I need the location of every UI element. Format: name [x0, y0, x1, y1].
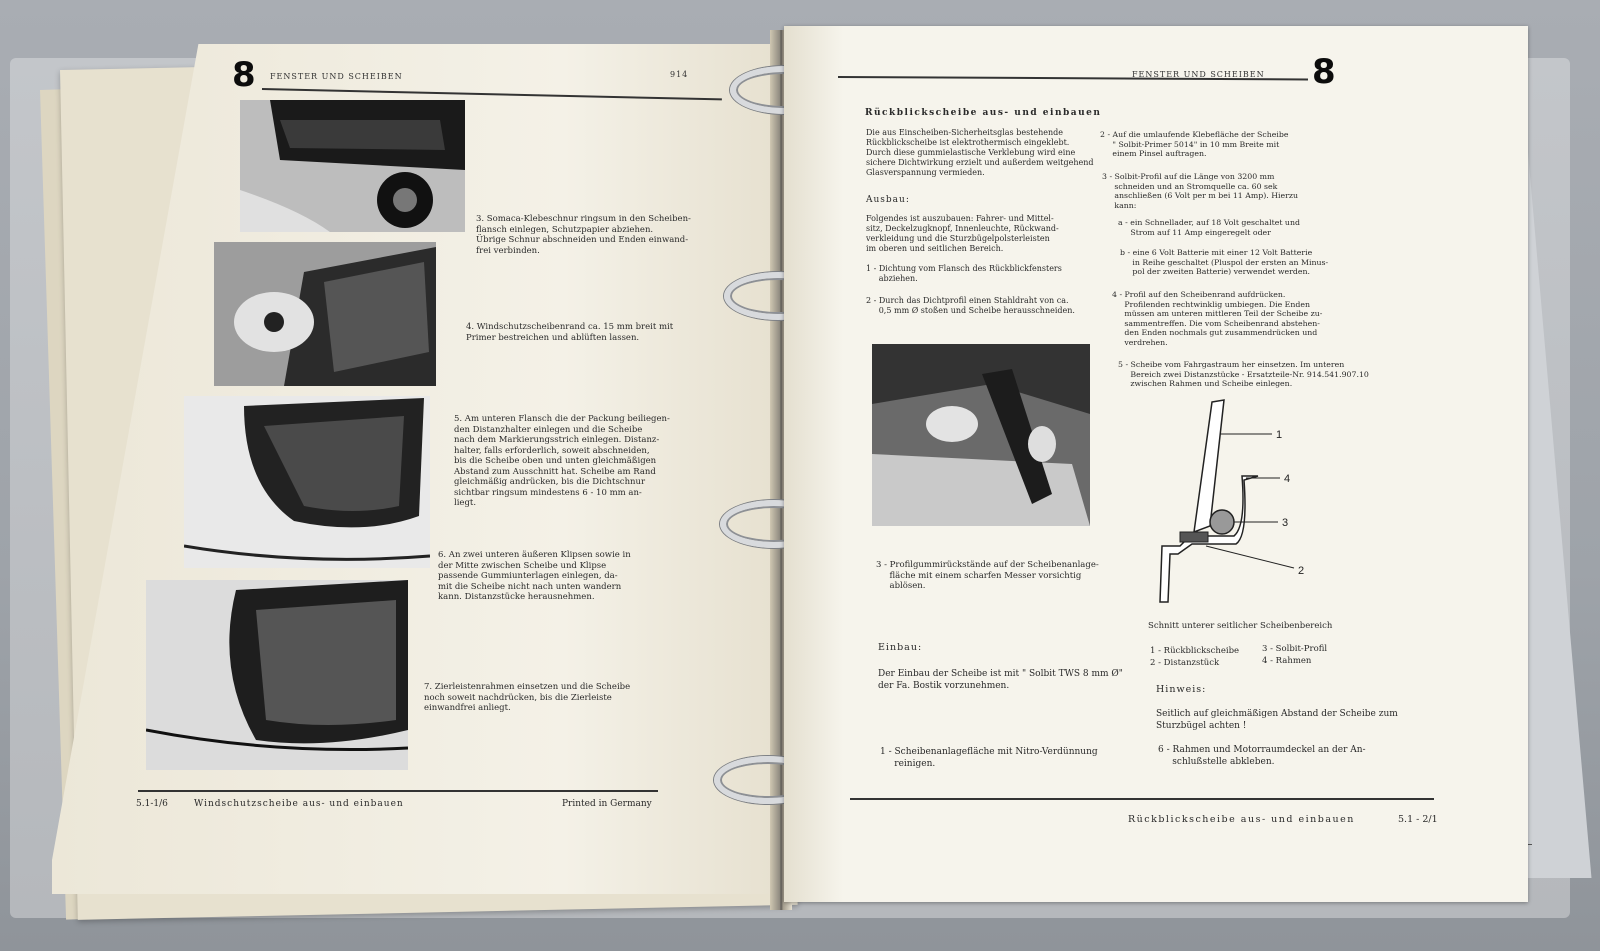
- left-footer-printed: Printed in Germany: [562, 799, 652, 809]
- col2-step-4: 4 - Profil auf den Scheibenrand aufdrücken. Profilenden rechtwinklig umbiegen. Die Enden müssen am unteren mittleren Teil der Scheibe zu- sammentreffen. Die vom Scheibenrand abstehen- den Enden nochmals gut zusammendrücken und verdrehen.: [1112, 290, 1323, 347]
- diagram-profile: [1210, 510, 1234, 534]
- left-step-6: 6. An zwei unteren äußeren Klipsen sowie in der Mitte zwischen Scheibe und Klipse passende Gummiunterlagen einlegen, da- mit die Scheibe nicht nach unten wandern kann. Distanzstücke herausnehmen.: [438, 550, 631, 602]
- photo-step5: [184, 396, 430, 568]
- legend-1: 1 - Rückblickscheibe: [1150, 646, 1240, 656]
- diagram-label-1: 1: [1276, 429, 1283, 441]
- ausbau-step-2: 2 - Durch das Dichtprofil einen Stahldraht von ca. 0,5 mm Ø stoßen und Scheibe herausschneiden.: [866, 296, 1075, 315]
- right-heading: Rückblickscheibe aus- und einbauen: [865, 108, 1102, 118]
- photo-rear-window: [872, 344, 1090, 526]
- legend-4: 4 - Rahmen: [1262, 656, 1312, 666]
- left-footer-code: 5.1-1/6: [136, 799, 168, 809]
- left-header-title: FENSTER UND SCHEIBEN: [270, 72, 403, 81]
- left-footer-rule: [138, 790, 658, 792]
- legend-3: 3 - Solbit-Profil: [1262, 644, 1328, 654]
- left-step-3: 3. Somaca-Klebeschnur ringsum in den Scheiben- flansch einlegen, Schutzpapier abziehen. Übrige Schnur abschneiden und Enden einwand- frei verbinden.: [476, 214, 691, 256]
- right-footer-title: Rückblickscheibe aus- und einbauen: [1128, 814, 1355, 825]
- diagram-caption: Schnitt unterer seitlicher Scheibenbereich: [1148, 621, 1333, 631]
- ausbau-label: Ausbau:: [866, 195, 910, 205]
- legend-2: 2 - Distanzstück: [1150, 658, 1220, 668]
- diagram-spacer: [1180, 532, 1208, 542]
- left-step-7: 7. Zierleistenrahmen einsetzen und die Scheibe noch soweit nachdrücken, bis die Zierleiste einwandfrei anliegt.: [424, 682, 631, 713]
- hinweis-text: Seitlich auf gleichmäßigen Abstand der Scheibe zum Sturzbügel achten !: [1156, 709, 1398, 731]
- col2-step-2: 2 - Auf die umlaufende Klebefläche der Scheibe " Solbit-Primer 5014" in 10 mm Breite mit einem Pinsel auftragen.: [1100, 130, 1289, 158]
- ausbau-text: Folgendes ist auszubauen: Fahrer- und Mittel- sitz, Deckelzugknopf, Innenleuchte, Rückwand- verkleidung und die Sturzbügelpolsterleisten im oberen und seitlichen Bereich.: [866, 214, 1059, 253]
- photo-step4: [214, 242, 436, 386]
- hinweis-label: Hinweis:: [1156, 684, 1207, 695]
- diagram-label-2: 2: [1298, 565, 1305, 577]
- right-footer-rule: [850, 798, 1434, 800]
- photo-step3: [240, 100, 465, 232]
- right-step-3: 3 - Profilgummirückstände auf der Scheibenanlage- fläche mit einem scharfen Messer vorsichtig ablösen.: [876, 560, 1099, 591]
- col2-step-3a: a - ein Schnellader, auf 18 Volt geschaltet und Strom auf 11 Amp eingeregelt oder: [1118, 218, 1300, 237]
- einbau-label: Einbau:: [878, 642, 923, 653]
- einbau-text: Der Einbau der Scheibe ist mit " Solbit TWS 8 mm Ø" der Fa. Bostik vorzunehmen.: [878, 669, 1123, 691]
- col2-step-5: 5 - Scheibe vom Fahrgastraum her einsetzen. Im unteren Bereich zwei Distanzstücke - Ersatzteile-Nr. 914.541.907.10 zwischen Rahmen und Scheibe einlegen.: [1118, 360, 1369, 388]
- right-section-number: 8: [1312, 52, 1336, 92]
- diagram-label-4: 4: [1284, 473, 1291, 485]
- diagram-label-3: 3: [1282, 517, 1289, 529]
- left-footer-title: Windschutzscheibe aus- und einbauen: [194, 799, 404, 809]
- right-header-title: FENSTER UND SCHEIBEN: [1132, 70, 1265, 79]
- left-step-5: 5. Am unteren Flansch die der Packung beiliegen- den Distanzhalter einlegen und die Scheibe nach dem Markierungsstrich einlegen. Distanz- halter, falls erforderlich, soweit abschneiden, bis die Scheibe oben und unten gleichmäßigen Abstand zum Ausschnitt hat. Scheibe am Rand gleichmäßig andrücken, bis die Dichtschnur sichtbar ringsum mindestens 6 - 10 mm an- liegt.: [454, 414, 670, 508]
- right-intro: Die aus Einscheiben-Sicherheitsglas bestehende Rückblickscheibe ist elektrothermisch eingeklebt. Durch diese gummielastische Verklebung wird eine sichere Dichtwirkung erzielt und außerdem weitgehend Glasverspannung vermieden.: [866, 128, 1094, 177]
- right-step-6: 6 - Rahmen und Motorraumdeckel an der An- schlußstelle abkleben.: [1158, 745, 1366, 767]
- right-footer-code: 5.1 - 2/1: [1398, 814, 1438, 825]
- einbau-step-1: 1 - Scheibenanlagefläche mit Nitro-Verdünnung reinigen.: [880, 747, 1098, 769]
- ausbau-step-1: 1 - Dichtung vom Flansch des Rückblickfensters abziehen.: [866, 264, 1062, 283]
- col2-step-3: 3 - Solbit-Profil auf die Länge von 3200 mm schneiden und an Stromquelle ca. 60 sek anschließen (6 Volt per m bei 11 Amp). Hierzu kann:: [1102, 172, 1299, 210]
- left-header-model: 914: [670, 70, 689, 79]
- col2-step-3b: b - eine 6 Volt Batterie mit einer 12 Volt Batterie in Reihe geschaltet (Pluspol der ersten an Minus- pol der zweiten Batterie) verwendet werden.: [1120, 248, 1329, 276]
- left-step-4: 4. Windschutzscheibenrand ca. 15 mm breit mit Primer bestreichen und ablüften lassen.: [466, 322, 674, 343]
- left-section-number: 8: [232, 55, 256, 95]
- photo-step7: [146, 580, 408, 770]
- section-diagram: [1150, 396, 1320, 610]
